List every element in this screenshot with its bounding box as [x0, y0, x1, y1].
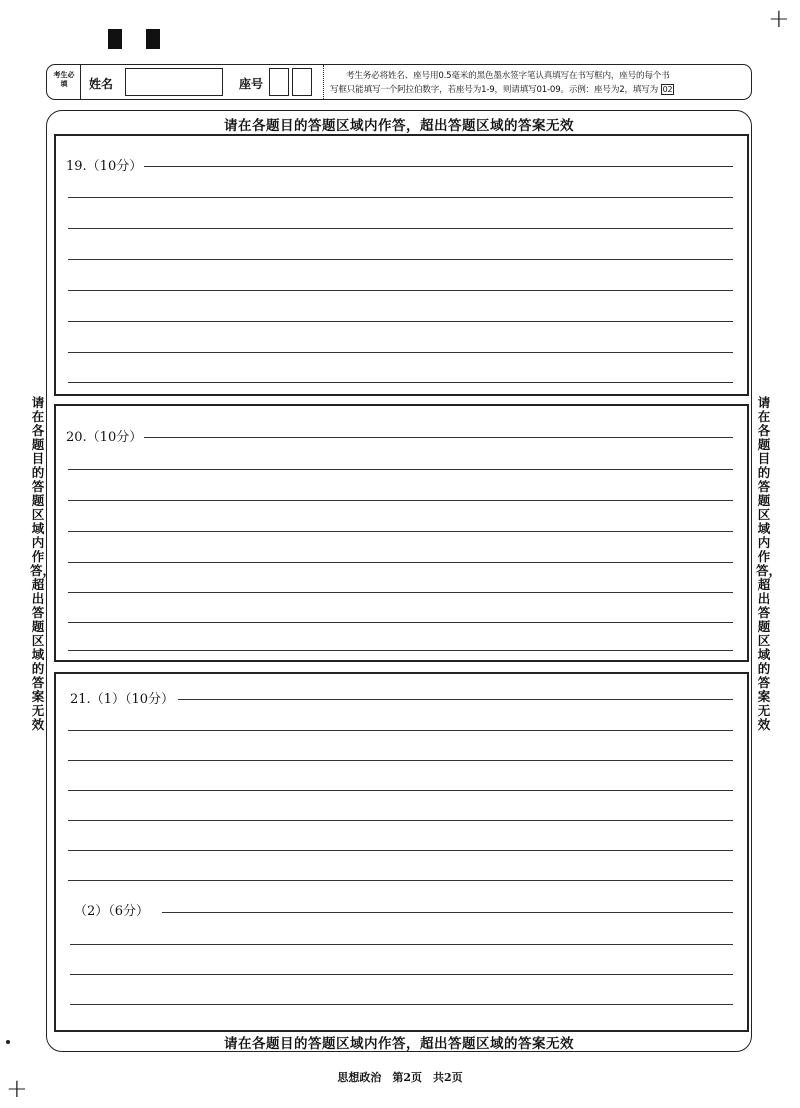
required-note: 考生必填	[53, 71, 75, 88]
question-20-label: 20.（10分）	[66, 426, 144, 445]
question-19-box[interactable]	[54, 134, 749, 396]
answer-line	[68, 197, 733, 198]
seat-example-box: 02	[662, 85, 673, 94]
answer-line	[68, 622, 733, 623]
fill-instructions	[330, 69, 750, 97]
answer-line	[178, 699, 733, 700]
answer-line	[70, 944, 733, 945]
answer-line	[68, 650, 733, 651]
question-21-box[interactable]	[54, 672, 749, 1032]
page-footer: 思想政治 第2页 共2页	[337, 1071, 463, 1084]
answer-line	[68, 352, 733, 353]
answer-line	[70, 974, 733, 975]
crop-mark: +	[6, 1074, 28, 1104]
question-21-part-2-label: （2）（6分）	[74, 900, 151, 919]
instruction-line-2: 写框只能填写一个阿拉伯数字，若座号为1-9，则请填写01-09。示例：座号为2，填写为	[330, 85, 659, 95]
answer-line	[68, 321, 733, 322]
name-field[interactable]	[125, 68, 223, 96]
answer-line	[68, 850, 733, 851]
right-side-note: 请在各题目的答题区域内作答，超出答题区域的答案无效	[756, 395, 782, 732]
answer-line	[68, 500, 733, 501]
answer-line	[68, 469, 733, 470]
answer-line	[68, 259, 733, 260]
answer-line	[70, 1004, 733, 1005]
left-side-note: 请在各题目的答题区域内作答，超出答题区域的答案无效	[30, 395, 56, 732]
punch-dot	[6, 1040, 10, 1044]
registration-mark	[108, 29, 122, 49]
answer-line	[68, 562, 733, 563]
top-banner: 请在各题目的答题区域内作答，超出答题区域的答案无效	[224, 118, 574, 134]
answer-line	[68, 382, 733, 383]
answer-line	[68, 790, 733, 791]
answer-line	[162, 912, 733, 913]
seat-label: 座号	[239, 77, 264, 91]
question-20-box[interactable]	[54, 404, 749, 662]
answer-line	[68, 228, 733, 229]
crop-mark: +	[768, 4, 790, 34]
seat-digit-1-field[interactable]	[269, 68, 289, 96]
instruction-line-1: 考生务必将姓名、座号用0.5毫米的黑色墨水签字笔认真填写在书写框内，座号的每个书	[346, 71, 670, 81]
answer-line	[68, 531, 733, 532]
header-divider	[323, 65, 324, 99]
answer-line	[68, 880, 733, 881]
answer-line	[68, 592, 733, 593]
header-divider	[80, 65, 81, 99]
question-21-part-1-label: 21.（1）（10分）	[70, 688, 176, 707]
answer-line	[68, 290, 733, 291]
answer-line	[140, 437, 733, 438]
seat-digit-2-field[interactable]	[292, 68, 312, 96]
question-19-label: 19.（10分）	[66, 155, 144, 174]
answer-line	[140, 166, 733, 167]
student-info-header	[46, 64, 752, 100]
answer-line	[68, 820, 733, 821]
answer-line	[68, 730, 733, 731]
name-label: 姓名	[89, 77, 114, 91]
answer-line	[68, 760, 733, 761]
bottom-banner: 请在各题目的答题区域内作答，超出答题区域的答案无效	[224, 1036, 574, 1052]
registration-mark	[146, 29, 160, 49]
